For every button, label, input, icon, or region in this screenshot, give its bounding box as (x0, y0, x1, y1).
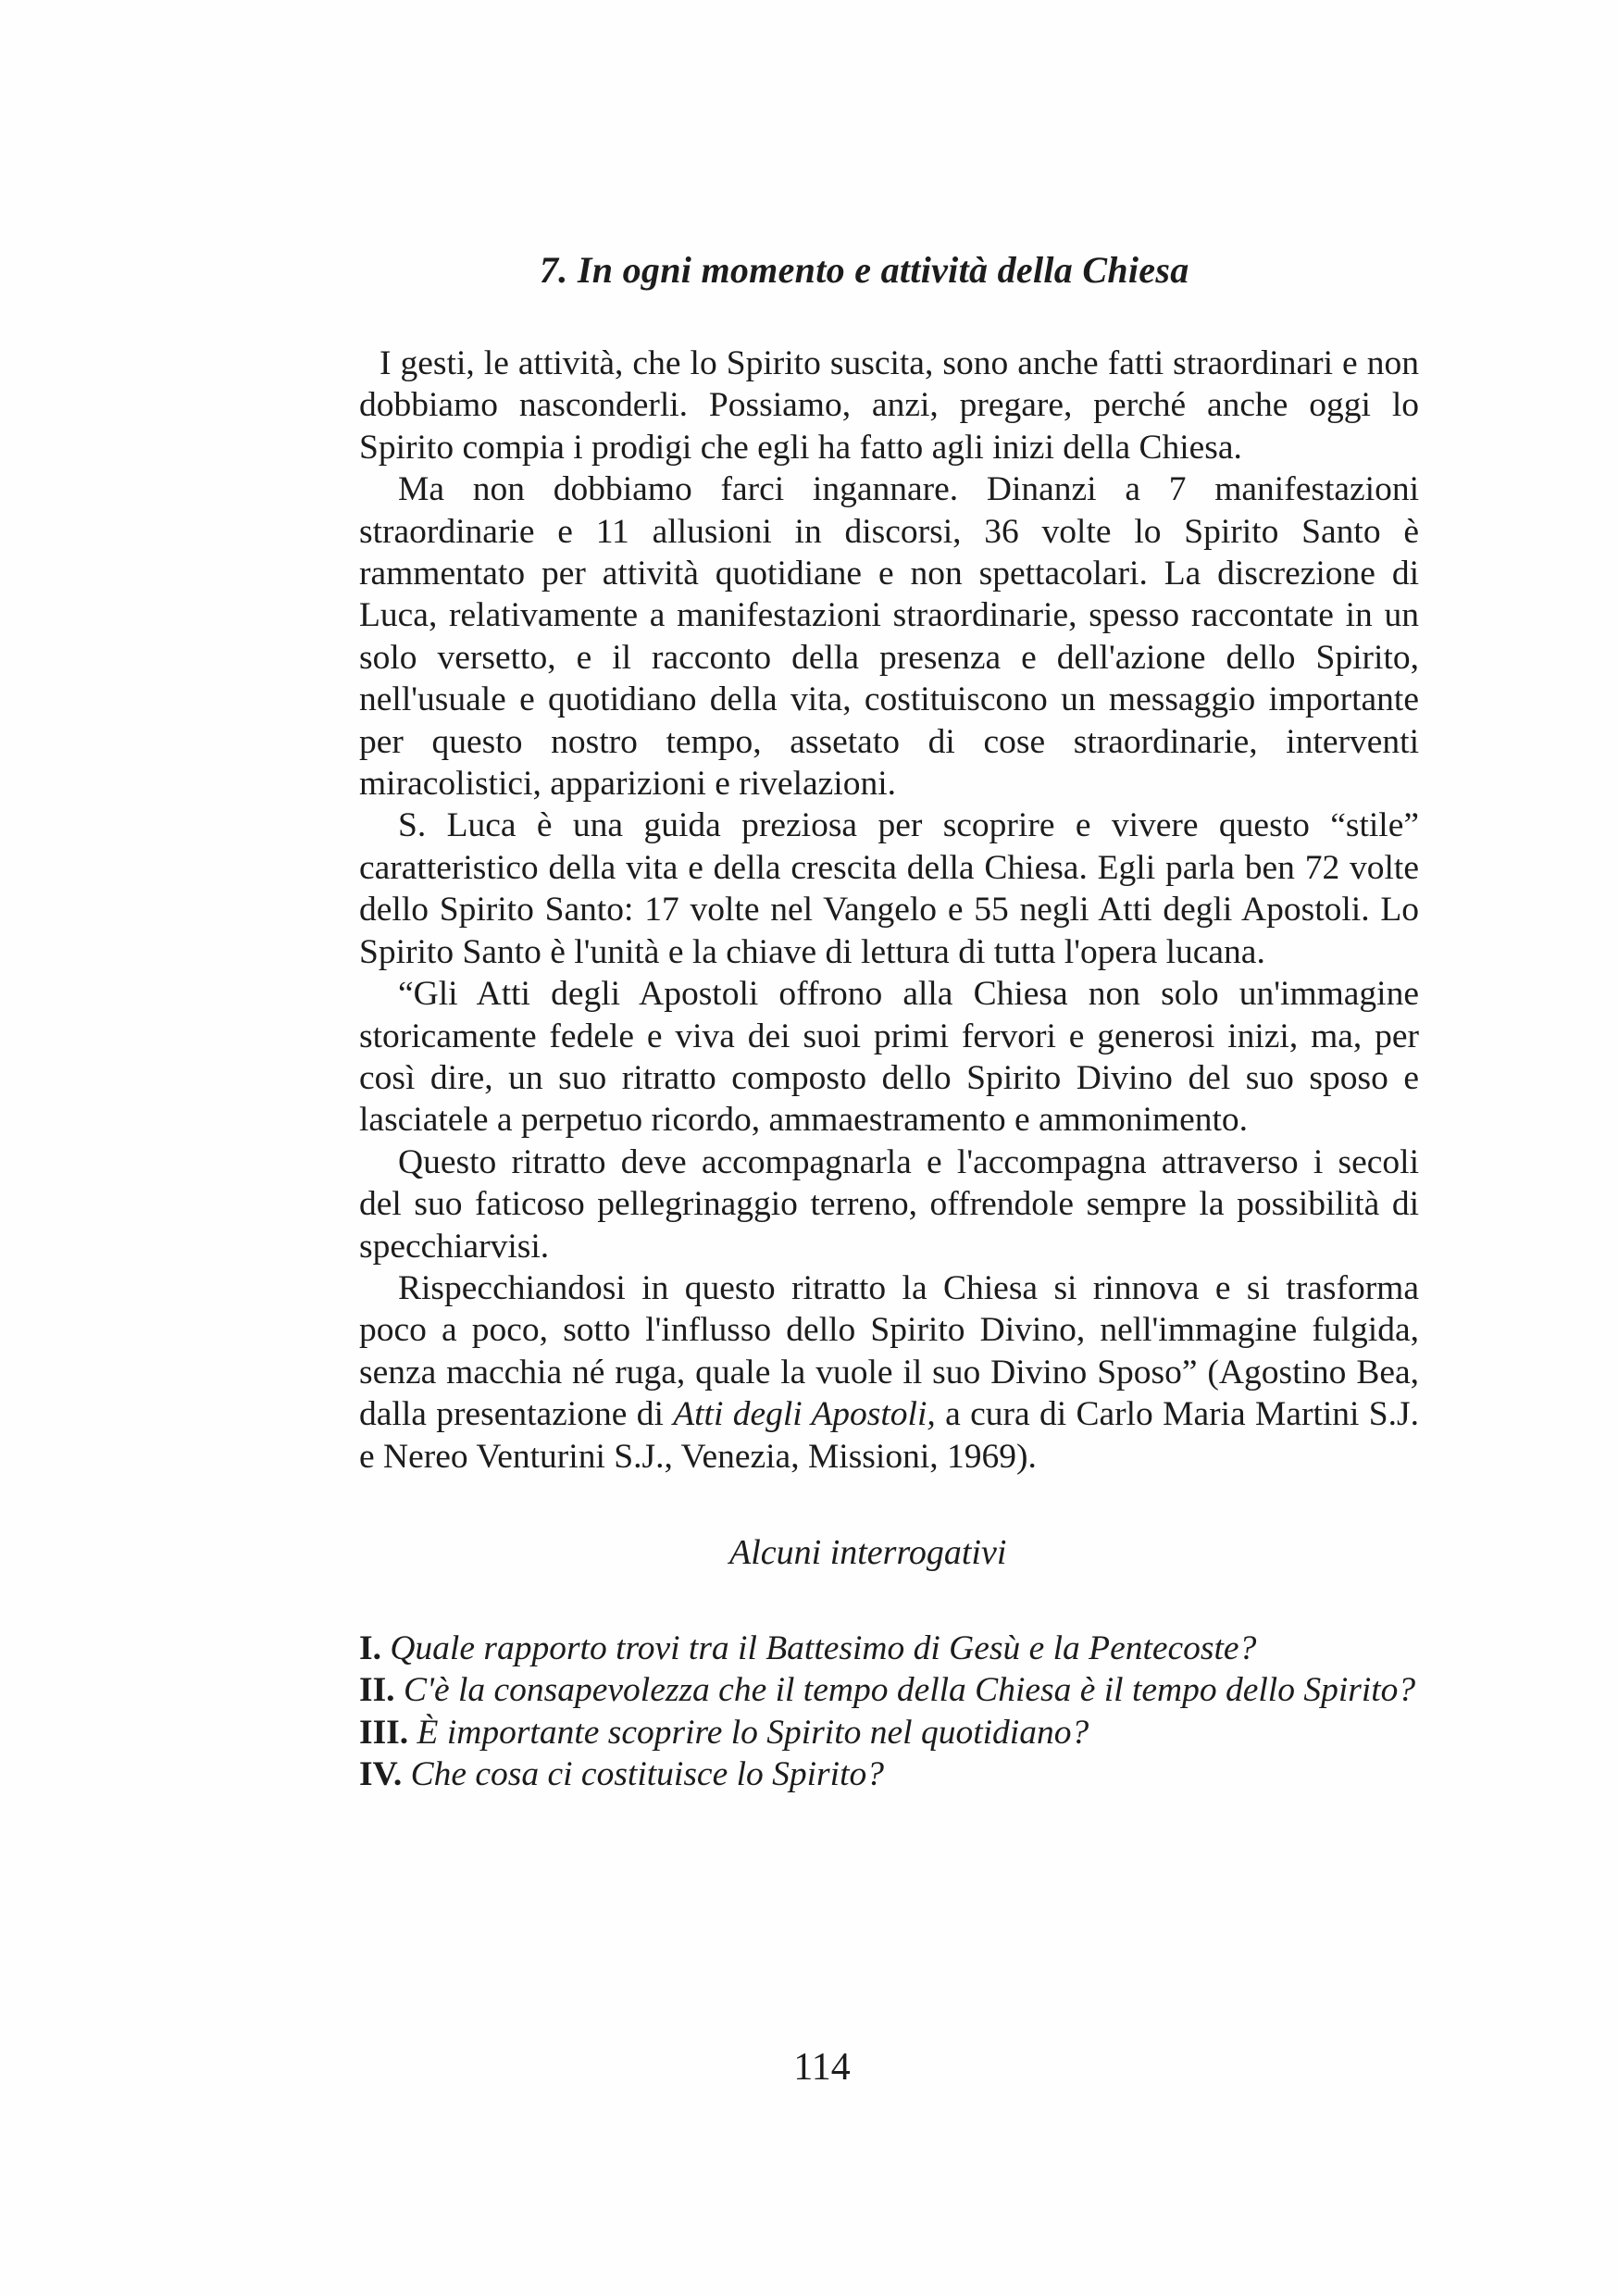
page-number: 114 (793, 2046, 851, 2089)
subheading: Alcuni interrogativi (729, 1532, 1007, 1572)
question-number: I. (359, 1628, 381, 1667)
question-item (359, 1712, 1419, 1753)
question-item (359, 1628, 1419, 1669)
question-text: C'è la consapevolezza che il tempo della Chiesa è il tempo dello Spirito? (403, 1671, 1416, 1710)
quote-text: Rispecchiandosi in questo ritratto la Chiesa si rinnova e si trasforma poco a poco, sotto l'influsso dello Spirito Divino, nell'immagine fulgida, senza macchia né ruga, quale la vuole il suo Divino Sposo” (Agostino Bea, dalla presentazione di (359, 1268, 1419, 1434)
question-number: II. (359, 1671, 395, 1710)
paragraph: I gesti, le attività, che lo Spirito suscita, sono anche fatti straordinari e non dobbiamo nasconderli. Possiamo, anzi, pregare, perché anche oggi lo Spirito compia i prodigi che egli ha fatto agli inizi della Chiesa. (359, 344, 1419, 467)
question-text: È importante scoprire lo Spirito nel quotidiano? (417, 1713, 1089, 1752)
paragraph: “Gli Atti degli Apostoli offrono alla Chiesa non solo un'immagine storicamente fedele e viva dei suoi primi fervori e generosi inizi, ma, per così dire, un suo ritratto composto dello Spirito Divino del suo sposo e lasciatele a perpetuo ricordo, ammaestramento e ammonimento. (359, 975, 1419, 1140)
question-text: Che cosa ci costituisce lo Spirito? (410, 1755, 884, 1794)
question-item (359, 1669, 1419, 1711)
quote-citation: a cura di Carlo Maria Martini S.J. e Nereo Venturini S.J., Venezia, Missioni, 1969). (359, 1395, 1420, 1476)
question-number: III. (359, 1713, 409, 1752)
paragraph-quote-end (359, 1267, 1419, 1478)
paragraph: Ma non dobbiamo farci ingannare. Dinanzi a 7 manifestazioni straordinarie e 11 allusioni in discorsi, 36 volte lo Spirito Santo è rammentato per attività quotidiane e non spettacolari. La discrezione di Luca, relativamente a manifestazioni straordinarie, spesso raccontate in un solo versetto, e il racconto della presenza e dell'azione dello Spirito, nell'usuale e quotidiano della vita, costituiscono un messaggio importante per questo nostro tempo, assetato di cose straordinarie, interventi miracolistici, apparizioni e rivelazioni. (359, 470, 1419, 804)
paragraph: S. Luca è una guida preziosa per scoprire e vivere questo “stile” caratteristico della vita e della crescita della Chiesa. Egli parla ben 72 volte dello Spirito Santo: 17 volte nel Vangelo e 55 negli Atti degli Apostoli. Lo Spirito Santo è l'unità e la chiave di lettura di tutta l'opera lucana. (359, 806, 1419, 971)
question-text: Quale rapporto trovi tra il Battesimo di Gesù e la Pentecoste? (390, 1628, 1257, 1667)
question-list (359, 1628, 1419, 1796)
body-text (359, 343, 1419, 1478)
text-column (359, 248, 1419, 1796)
question-number: IV. (359, 1755, 403, 1794)
question-item (359, 1753, 1419, 1795)
paragraph: Questo ritratto deve accompagnarla e l'accompagna attraverso i secoli del suo faticoso pellegrinaggio terreno, offrendole sempre la possibilità di specchiarvisi. (359, 1142, 1419, 1266)
section-title: 7. In ogni momento e attività della Chiesa (540, 249, 1189, 291)
quoted-book-title: Atti degli Apostoli, (673, 1395, 936, 1434)
